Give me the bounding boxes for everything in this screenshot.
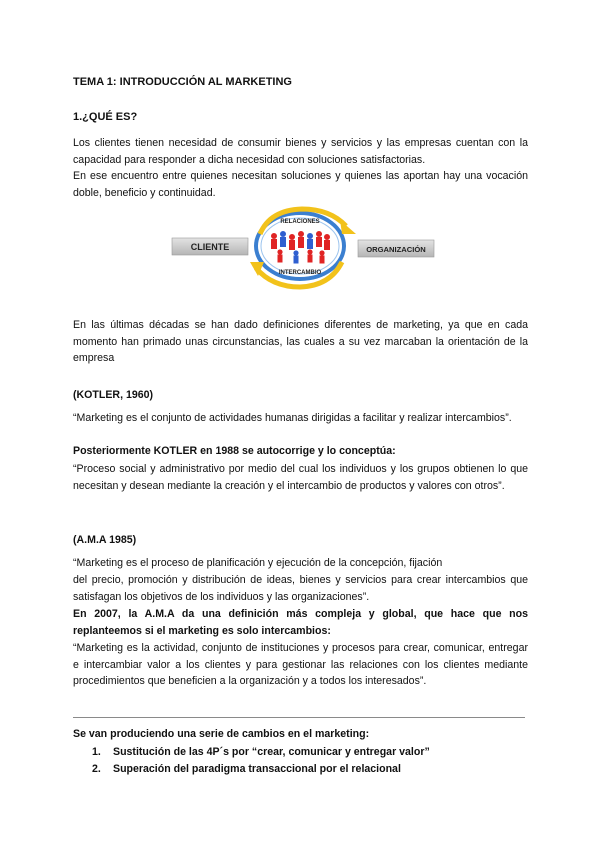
ama-heading: (A.M.A 1985) <box>73 534 137 546</box>
kotler-quote-1988: “Proceso social y administrativo por medio del cual los individuos y los grupos obtienen lo que necesitan y desean mediante la creación y el intercambio de productos y valores con otros”. <box>73 463 528 492</box>
intercambio-label: INTERCAMBIO <box>278 270 322 276</box>
organizacion-label: ORGANIZACIÓN <box>366 245 426 254</box>
list-item <box>73 761 533 778</box>
list-item-text: Sustitución de las 4P´s por “crear, comunicar y entregar valor” <box>113 746 430 758</box>
ama-2007-intro: En 2007, la A.M.A da una definición más compleja y global, que hace que nos replanteemos si el marketing es solo intercambios: <box>73 608 528 637</box>
kotler-1988-intro: Posteriormente KOTLER en 1988 se autocorrige y lo conceptúa: <box>73 445 396 457</box>
section-divider <box>73 717 525 718</box>
ama-quote-1985-line1: “Marketing es el proceso de planificación y ejecución de la concepción, fijación <box>73 557 443 569</box>
relaciones-label: RELACIONES <box>280 219 320 225</box>
list-item <box>73 744 533 761</box>
list-item-text: Superación del paradigma transaccional por el relacional <box>113 763 401 775</box>
paragraph-encuentro: En ese encuentro entre quienes necesitan soluciones y quienes las aportan hay una vocación doble, beneficio y continuidad. <box>73 170 528 199</box>
ama-quote-1985-rest: del precio, promoción y distribución de ideas, bienes y servicios para crear intercambios que satisfagan los objetivos de los individuos y las organizaciones”. <box>73 574 528 603</box>
changes-list <box>73 726 533 778</box>
cliente-label: CLIENTE <box>190 242 230 252</box>
kotler-heading: (KOTLER, 1960) <box>73 389 154 401</box>
document-title: TEMA 1: INTRODUCCIÓN AL MARKETING <box>73 76 292 88</box>
list-item-number: 2. <box>92 763 101 775</box>
paragraph-clientes: Los clientes tienen necesidad de consumir bienes y servicios y las empresas cuentan con la capacidad para responder a dicha necesidad con soluciones satisfactorias. <box>73 137 528 166</box>
list-item-number: 1. <box>92 746 101 758</box>
changes-intro: Se van produciendo una serie de cambios en el marketing: <box>73 728 370 740</box>
paragraph-ultimas-decadas: En las últimas décadas se han dado definiciones diferentes de marketing, ya que en cada momento han primado unas circunstancias, las cuales a su vez marcaban la orientación de la empresa <box>73 319 528 364</box>
ama-quote-2007: “Marketing es la actividad, conjunto de instituciones y procesos para crear, comunicar, entregar e intercambiar valor a los clientes y para gestionar las relaciones con los clientes mediante procedimientos que beneficien a la organización y a todos los interesados”. <box>73 642 528 687</box>
cliente-organizacion-diagram <box>170 204 435 297</box>
section-heading-que-es: 1.¿QUÉ ES? <box>73 111 138 123</box>
kotler-quote-1960: “Marketing es el conjunto de actividades humanas dirigidas a facilitar y realizar intercambios”. <box>73 412 512 424</box>
